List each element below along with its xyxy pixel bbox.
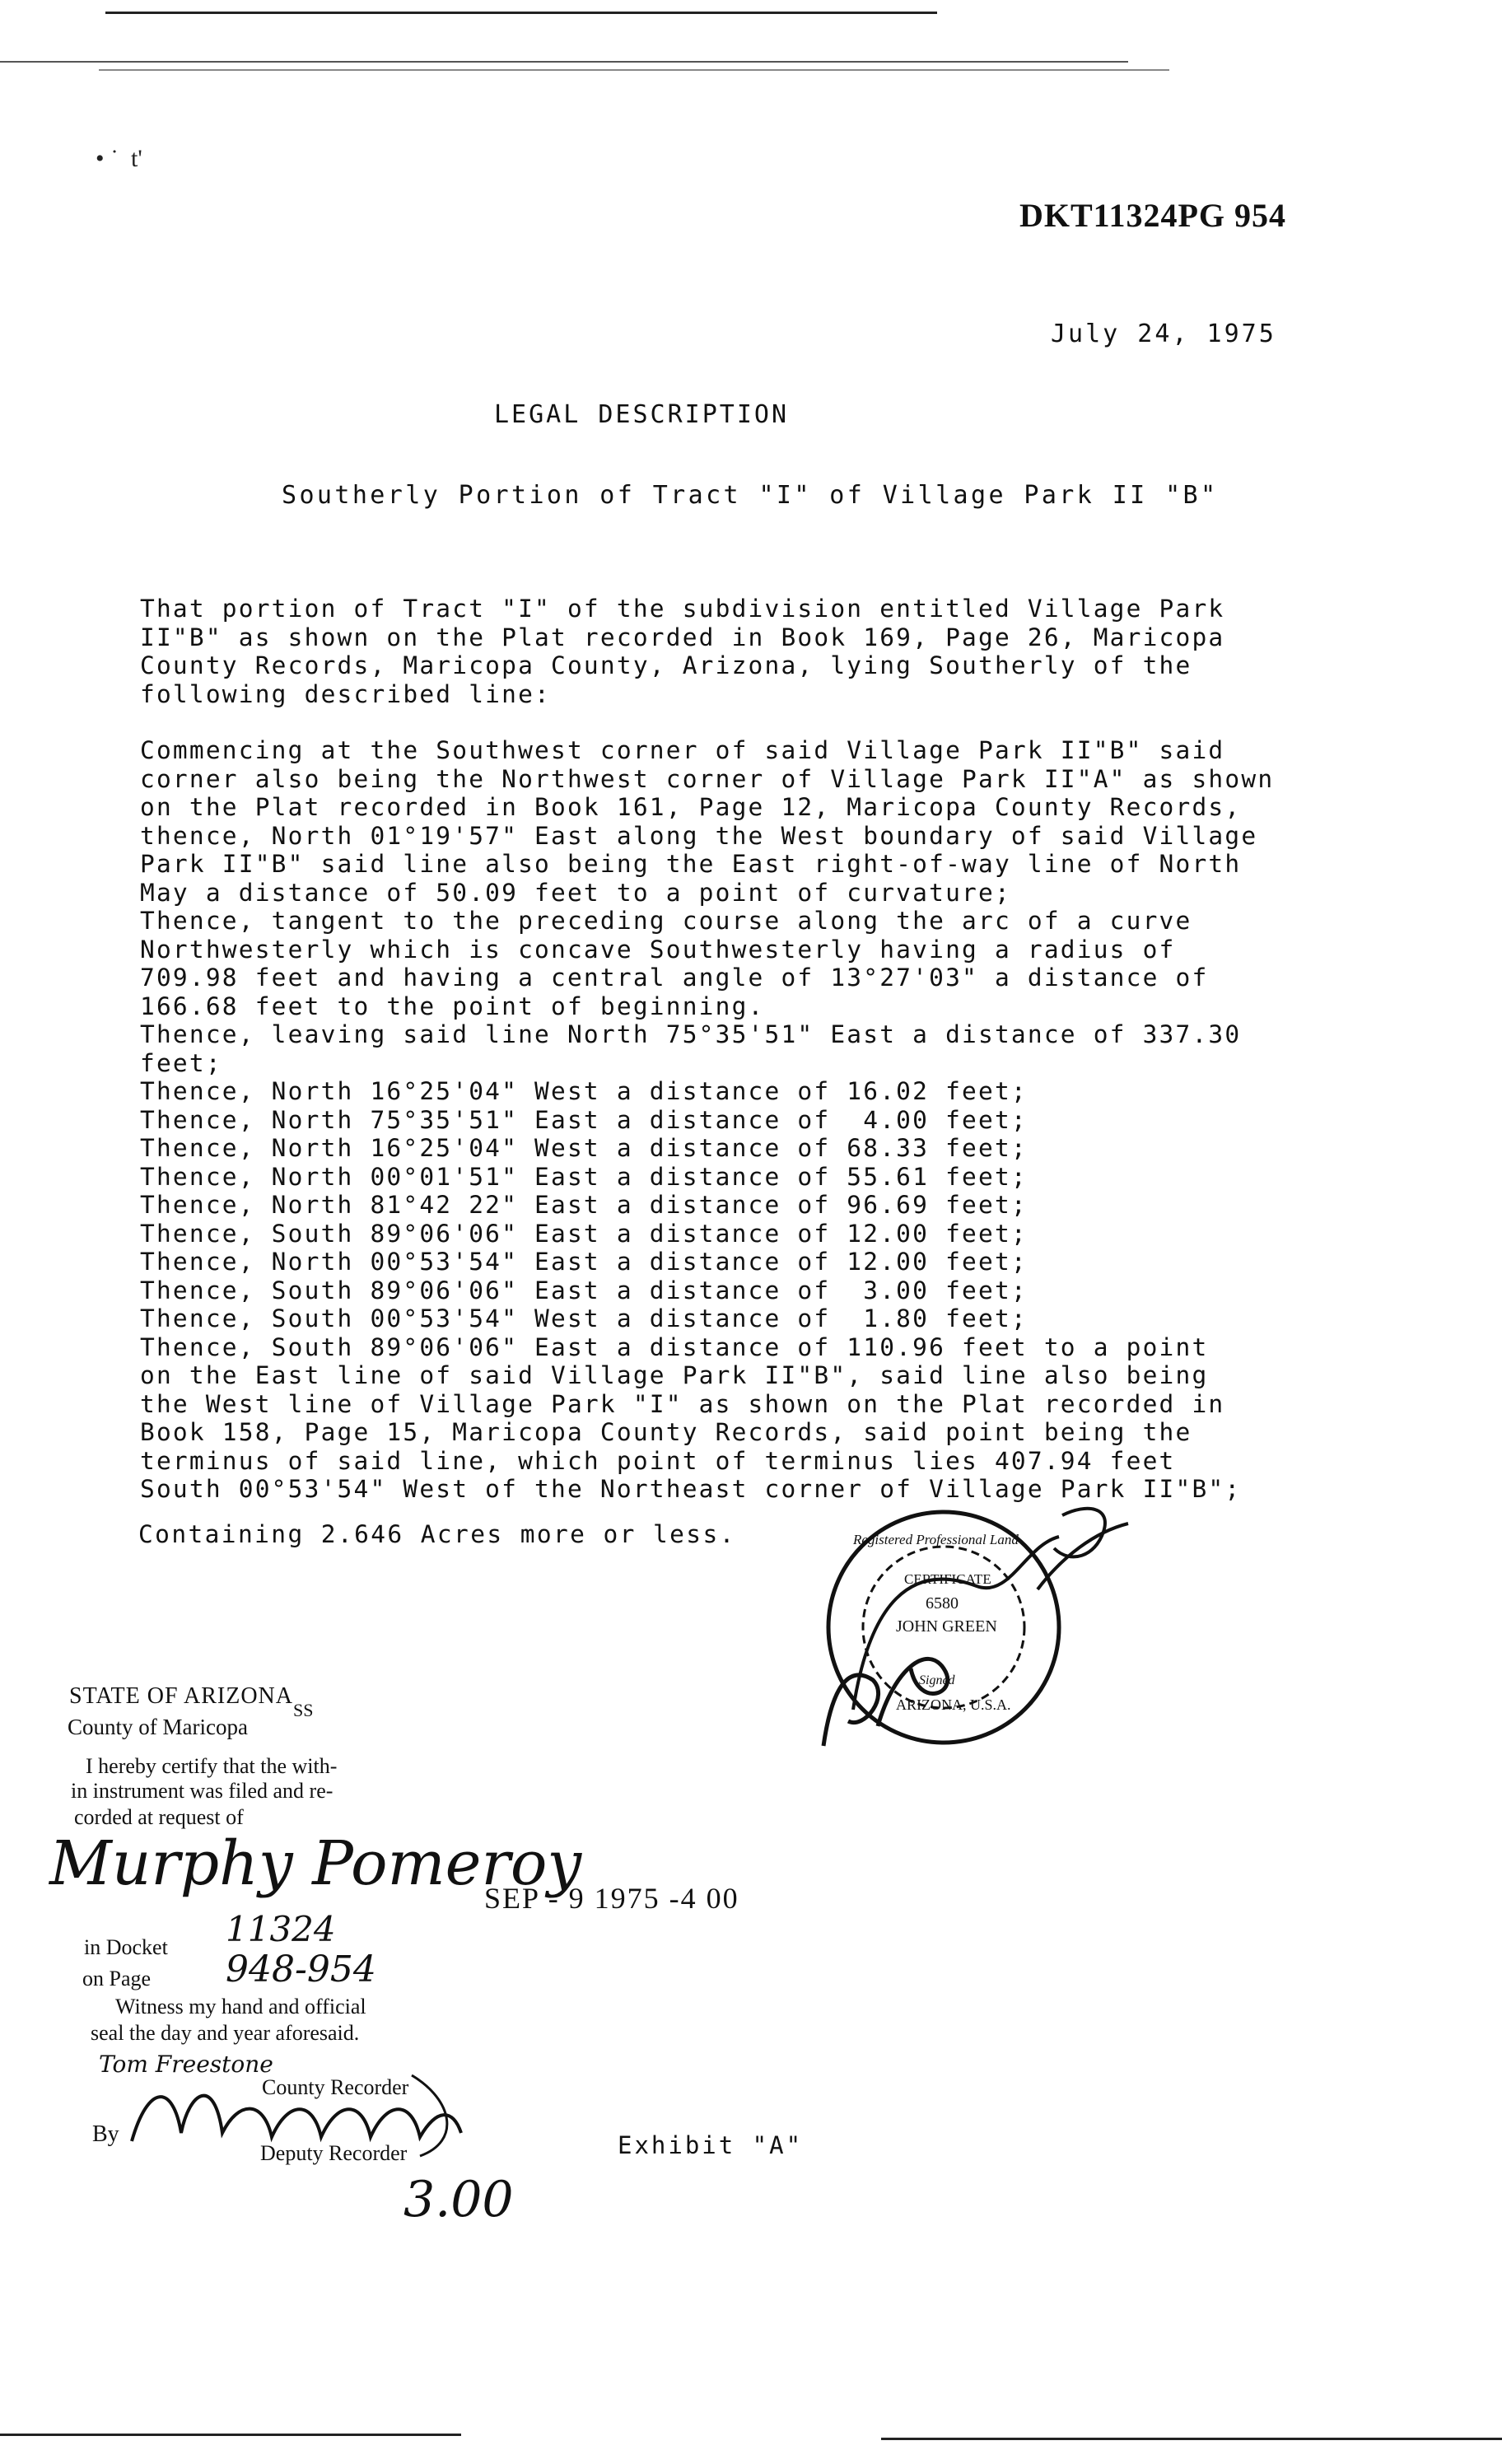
seal-signed-label: Signed <box>919 1673 955 1687</box>
description-line: 709.98 feet and having a central angle of 13°27'03" a distance of <box>140 964 1209 992</box>
document-subheading: Southerly Portion of Tract "I" of Village Park II "B" <box>282 481 1219 510</box>
description-line: Thence, North 16°25'04" West a distance of 16.02 feet; <box>140 1077 1028 1105</box>
description-line: May a distance of 50.09 feet to a point of curvature; <box>140 878 1011 907</box>
stamp-county-recorder: County Recorder <box>262 2075 409 2099</box>
scan-artifact-top <box>105 12 937 14</box>
description-line: the West line of Village Park "I" as shown on the Plat recorded in <box>140 1389 1225 1418</box>
description-line: Thence, leaving said line North 75°35'51" East a distance of 337.30 <box>140 1020 1242 1048</box>
stamp-docket-number: 11324 <box>226 1909 336 1949</box>
seal-certificate-label: CERTIFICATE <box>904 1571 991 1587</box>
stamp-recorded-date: SEP - 9 1975 -4 00 <box>484 1882 739 1915</box>
intro-paragraph <box>140 595 1375 708</box>
description-line: Thence, tangent to the preceding course along the arc of a curve <box>140 907 1192 935</box>
description-line: thence, North 01°19'57" East along the West boundary of said Village <box>140 821 1258 850</box>
exhibit-label: Exhibit "A" <box>618 2131 804 2159</box>
stamp-request-name: Murphy Pomeroy <box>49 1828 582 1899</box>
document-date: July 24, 1975 <box>1051 320 1276 348</box>
description-line: Thence, North 00°53'54" East a distance of 12.00 feet; <box>140 1248 1028 1276</box>
description-line: Commencing at the Southwest corner of said Village Park II"B" said <box>140 736 1225 764</box>
scan-artifact-top-2 <box>0 61 1128 63</box>
stamp-county: County of Maricopa <box>68 1715 248 1739</box>
description-line: Book 158, Page 15, Maricopa County Records, said point being the <box>140 1418 1192 1446</box>
surveyor-signature <box>791 1499 1136 1762</box>
stamp-state: STATE OF ARIZONA <box>69 1683 293 1709</box>
description-line: Thence, North 00°01'51" East a distance of 55.61 feet; <box>140 1162 1028 1191</box>
description-line: Thence, North 16°25'04" West a distance of 68.33 feet; <box>140 1134 1028 1162</box>
description-line: Park II"B" said line also being the East right-of-way line of North <box>140 850 1242 878</box>
intro-line: That portion of Tract "I" of the subdivision entitled Village Park <box>140 595 1225 623</box>
stamp-certify-line: I hereby certify that the with- <box>86 1754 338 1778</box>
intro-line: II"B" as shown on the Plat recorded in Book 169, Page 26, Maricopa <box>140 623 1225 651</box>
seal-certificate-number: 6580 <box>926 1594 959 1612</box>
description-line: Thence, South 00°53'54" West a distance of 1.80 feet; <box>140 1304 1028 1332</box>
stamp-by-label: By <box>92 2121 119 2147</box>
description-line: corner also being the Northwest corner of Village Park II"A" as shown <box>140 764 1275 793</box>
description-line: Thence, North 75°35'51" East a distance of 4.00 feet; <box>140 1105 1028 1134</box>
stamp-witness-line: seal the day and year aforesaid. <box>91 2021 360 2045</box>
scan-artifact-top-3 <box>99 69 1169 71</box>
stamp-certify-line: in instrument was filed and re- <box>71 1779 334 1803</box>
stamp-recorder-name: Tom Freestone <box>99 2051 273 2078</box>
description-line: terminus of said line, which point of terminus lies 407.94 feet <box>140 1446 1176 1475</box>
recording-fee: 3.00 <box>403 2171 514 2228</box>
stamp-docket-label: in Docket <box>84 1935 168 1959</box>
description-line: Northwesterly which is concave Southwesterly having a radius of <box>140 935 1176 964</box>
description-line: feet; <box>140 1048 222 1077</box>
description-line: South 00°53'54" West of the Northeast corner of Village Park II"B"; <box>140 1475 1242 1503</box>
description-line: on the Plat recorded in Book 161, Page 12, Maricopa County Records, <box>140 793 1242 821</box>
stamp-witness-line: Witness my hand and official <box>115 1995 366 2018</box>
stamp-certify-line: corded at request of <box>74 1805 244 1829</box>
stamp-deputy-label: Deputy Recorder <box>260 2141 408 2165</box>
intro-line: County Records, Maricopa County, Arizona, lying Southerly of the <box>140 651 1192 679</box>
metes-and-bounds-description <box>140 736 1375 1504</box>
seal-ring-bottom: ARIZONA, U.S.A. <box>896 1696 1011 1713</box>
description-line: Thence, North 81°42 22" East a distance of 96.69 feet; <box>140 1191 1028 1219</box>
scan-artifact-bottom-2 <box>881 2438 1502 2440</box>
acreage-statement: Containing 2.646 Acres more or less. <box>138 1520 736 1548</box>
seal-name: JOHN GREEN <box>896 1617 997 1636</box>
stamp-page-number: 948-954 <box>226 1948 376 1990</box>
stamp-ss: SS <box>293 1700 314 1720</box>
intro-line: following described line: <box>140 679 552 708</box>
description-line: Thence, South 89°06'06" East a distance of 12.00 feet; <box>140 1219 1028 1248</box>
description-line: Thence, South 89°06'06" East a distance of 3.00 feet; <box>140 1276 1028 1304</box>
description-line: Thence, South 89°06'06" East a distance of 110.96 feet to a point <box>140 1332 1209 1361</box>
stamp-page-label: on Page <box>82 1967 152 1990</box>
description-line: on the East line of said Village Park II"B", said line also being <box>140 1361 1209 1389</box>
description-line: 166.68 feet to the point of beginning. <box>140 992 765 1020</box>
docket-reference: DKT11324PG 954 <box>1019 197 1287 234</box>
corner-marks: • ˙ t' <box>96 145 142 172</box>
seal-ring-top: Registered Professional Land <box>853 1532 1019 1547</box>
document-heading: LEGAL DESCRIPTION <box>494 400 790 429</box>
scan-artifact-bottom <box>0 2434 461 2436</box>
